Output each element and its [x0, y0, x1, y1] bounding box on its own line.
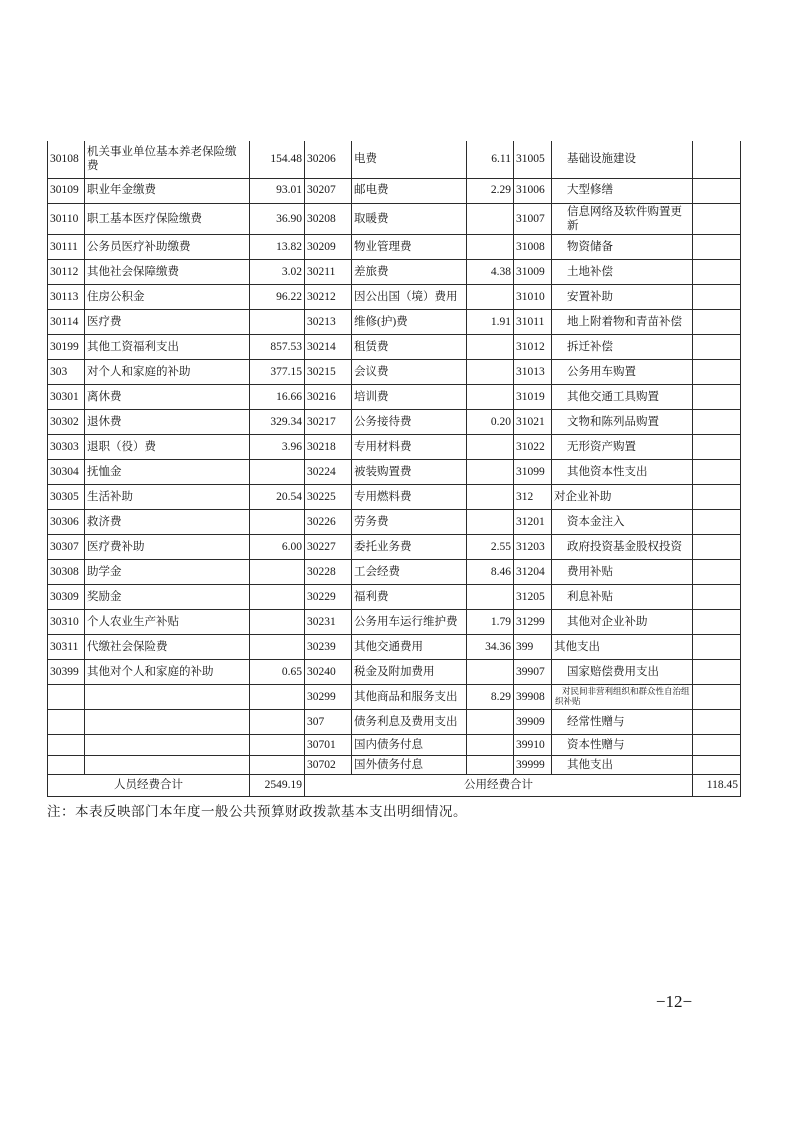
- personnel-total-label: 人员经费合计: [48, 774, 250, 796]
- name-cell: 工会经费: [352, 559, 467, 584]
- amount-cell: 4.38: [467, 259, 514, 284]
- amount-cell: [693, 509, 741, 534]
- name-cell: 救济费: [85, 509, 250, 534]
- amount-cell: 8.29: [467, 684, 514, 709]
- code-cell: 30109: [48, 178, 85, 203]
- amount-cell: 6.11: [467, 141, 514, 178]
- table-row: [48, 384, 741, 409]
- code-cell: 30306: [48, 509, 85, 534]
- table-row: [48, 141, 741, 178]
- code-cell: 30111: [48, 234, 85, 259]
- code-cell: 30226: [305, 509, 352, 534]
- code-cell: 30231: [305, 609, 352, 634]
- amount-cell: 8.46: [467, 559, 514, 584]
- code-cell: 31099: [514, 459, 552, 484]
- code-cell: 30211: [305, 259, 352, 284]
- code-cell: 30305: [48, 484, 85, 509]
- amount-cell: [250, 309, 305, 334]
- table-note: 注：本表反映部门本年度一般公共预算财政拨款基本支出明细情况。: [47, 804, 467, 819]
- code-cell: 30240: [305, 659, 352, 684]
- name-cell: 个人农业生产补贴: [85, 609, 250, 634]
- name-cell: 退职（役）费: [85, 434, 250, 459]
- amount-cell: [467, 484, 514, 509]
- code-cell: 30213: [305, 309, 352, 334]
- code-cell: 30214: [305, 334, 352, 359]
- amount-cell: 16.66: [250, 384, 305, 409]
- amount-cell: [250, 459, 305, 484]
- amount-cell: 96.22: [250, 284, 305, 309]
- name-cell: 国家赔偿费用支出: [552, 659, 693, 684]
- code-cell: 31008: [514, 234, 552, 259]
- basic-expenditure-detail-table: [47, 141, 741, 797]
- name-cell: 会议费: [352, 359, 467, 384]
- public-total-value: 118.45: [693, 774, 741, 796]
- name-cell: 租赁费: [352, 334, 467, 359]
- amount-cell: 36.90: [250, 203, 305, 234]
- name-cell: 抚恤金: [85, 459, 250, 484]
- table-row: [48, 178, 741, 203]
- amount-cell: [250, 509, 305, 534]
- totals-row: [48, 774, 741, 796]
- code-cell: 31005: [514, 141, 552, 178]
- code-cell: 30701: [305, 734, 352, 755]
- amount-cell: [250, 755, 305, 774]
- amount-cell: [693, 284, 741, 309]
- name-cell: 电费: [352, 141, 467, 178]
- name-cell: 其他工资福利支出: [85, 334, 250, 359]
- code-cell: 30113: [48, 284, 85, 309]
- code-cell: 30225: [305, 484, 352, 509]
- code-cell: 30304: [48, 459, 85, 484]
- code-cell: 30199: [48, 334, 85, 359]
- amount-cell: 20.54: [250, 484, 305, 509]
- name-cell: 职业年金缴费: [85, 178, 250, 203]
- name-cell: 国内债务付息: [352, 734, 467, 755]
- name-cell: 维修(护)费: [352, 309, 467, 334]
- code-cell: 30239: [305, 634, 352, 659]
- table-row: [48, 509, 741, 534]
- amount-cell: [693, 234, 741, 259]
- code-cell: 30218: [305, 434, 352, 459]
- amount-cell: [693, 755, 741, 774]
- code-cell: 30702: [305, 755, 352, 774]
- name-cell: 对民间非营利组织和群众性自治组织补贴: [552, 684, 693, 709]
- amount-cell: [467, 203, 514, 234]
- amount-cell: [467, 584, 514, 609]
- code-cell: 31203: [514, 534, 552, 559]
- amount-cell: [250, 684, 305, 709]
- table-row: [48, 234, 741, 259]
- table-row: [48, 459, 741, 484]
- amount-cell: [693, 259, 741, 284]
- code-cell: 30310: [48, 609, 85, 634]
- code-cell: 30303: [48, 434, 85, 459]
- code-cell: 30228: [305, 559, 352, 584]
- name-cell: 退休费: [85, 409, 250, 434]
- table-row: [48, 634, 741, 659]
- code-cell: 39909: [514, 709, 552, 734]
- table-row: [48, 709, 741, 734]
- name-cell: 因公出国（境）费用: [352, 284, 467, 309]
- amount-cell: [467, 459, 514, 484]
- code-cell: 31013: [514, 359, 552, 384]
- code-cell: 303: [48, 359, 85, 384]
- amount-cell: [467, 709, 514, 734]
- code-cell: 31204: [514, 559, 552, 584]
- code-cell: 39910: [514, 734, 552, 755]
- name-cell: 政府投资基金股权投资: [552, 534, 693, 559]
- code-cell: 307: [305, 709, 352, 734]
- amount-cell: 154.48: [250, 141, 305, 178]
- amount-cell: [250, 634, 305, 659]
- code-cell: 31201: [514, 509, 552, 534]
- amount-cell: [693, 141, 741, 178]
- code-cell: 312: [514, 484, 552, 509]
- code-cell: 30309: [48, 584, 85, 609]
- name-cell: 其他社会保障缴费: [85, 259, 250, 284]
- name-cell: 拆迁补偿: [552, 334, 693, 359]
- name-cell: 土地补偿: [552, 259, 693, 284]
- amount-cell: [693, 609, 741, 634]
- amount-cell: [693, 203, 741, 234]
- code-cell: 30208: [305, 203, 352, 234]
- name-cell: 生活补助: [85, 484, 250, 509]
- name-cell: 离休费: [85, 384, 250, 409]
- personnel-total-value: 2549.19: [250, 774, 305, 796]
- name-cell: 培训费: [352, 384, 467, 409]
- name-cell: 文物和陈列品购置: [552, 409, 693, 434]
- name-cell: 被装购置费: [352, 459, 467, 484]
- name-cell: 信息网络及软件购置更新: [552, 203, 693, 234]
- name-cell: 公务员医疗补助缴费: [85, 234, 250, 259]
- amount-cell: 0.20: [467, 409, 514, 434]
- table-row: [48, 334, 741, 359]
- name-cell: 代缴社会保险费: [85, 634, 250, 659]
- amount-cell: 329.34: [250, 409, 305, 434]
- name-cell: 国外债务付息: [352, 755, 467, 774]
- name-cell: 其他对企业补助: [552, 609, 693, 634]
- amount-cell: [693, 334, 741, 359]
- code-cell: 39999: [514, 755, 552, 774]
- name-cell: 医疗费补助: [85, 534, 250, 559]
- table-row: [48, 734, 741, 755]
- amount-cell: [693, 434, 741, 459]
- amount-cell: [693, 534, 741, 559]
- code-cell: 30307: [48, 534, 85, 559]
- code-cell: 30299: [305, 684, 352, 709]
- code-cell: 31019: [514, 384, 552, 409]
- code-cell: 39907: [514, 659, 552, 684]
- code-cell: 30308: [48, 559, 85, 584]
- name-cell: [85, 755, 250, 774]
- code-cell: 30217: [305, 409, 352, 434]
- amount-cell: 13.82: [250, 234, 305, 259]
- name-cell: 其他支出: [552, 634, 693, 659]
- table-row: [48, 284, 741, 309]
- name-cell: 基础设施建设: [552, 141, 693, 178]
- amount-cell: 34.36: [467, 634, 514, 659]
- code-cell: 31010: [514, 284, 552, 309]
- table-row: [48, 434, 741, 459]
- code-cell: 30212: [305, 284, 352, 309]
- name-cell: 物业管理费: [352, 234, 467, 259]
- code-cell: 31012: [514, 334, 552, 359]
- name-cell: 资本金注入: [552, 509, 693, 534]
- amount-cell: [250, 559, 305, 584]
- amount-cell: [693, 409, 741, 434]
- name-cell: 助学金: [85, 559, 250, 584]
- name-cell: 大型修缮: [552, 178, 693, 203]
- name-cell: [85, 734, 250, 755]
- table-row: [48, 534, 741, 559]
- table-row: [48, 203, 741, 234]
- name-cell: 差旅费: [352, 259, 467, 284]
- table-row: [48, 559, 741, 584]
- name-cell: 医疗费: [85, 309, 250, 334]
- amount-cell: 0.65: [250, 659, 305, 684]
- name-cell: 奖励金: [85, 584, 250, 609]
- amount-cell: 93.01: [250, 178, 305, 203]
- table-row: [48, 684, 741, 709]
- name-cell: 利息补贴: [552, 584, 693, 609]
- amount-cell: [693, 359, 741, 384]
- code-cell: 30114: [48, 309, 85, 334]
- table-row: [48, 259, 741, 284]
- name-cell: 地上附着物和青苗补偿: [552, 309, 693, 334]
- code-cell: 31007: [514, 203, 552, 234]
- code-cell: 31006: [514, 178, 552, 203]
- name-cell: 经常性赠与: [552, 709, 693, 734]
- amount-cell: [467, 284, 514, 309]
- amount-cell: 2.29: [467, 178, 514, 203]
- code-cell: 30206: [305, 141, 352, 178]
- code-cell: 30108: [48, 141, 85, 178]
- amount-cell: [467, 509, 514, 534]
- name-cell: 税金及附加费用: [352, 659, 467, 684]
- table-row: [48, 584, 741, 609]
- name-cell: 其他交通费用: [352, 634, 467, 659]
- code-cell: [48, 755, 85, 774]
- name-cell: 对个人和家庭的补助: [85, 359, 250, 384]
- name-cell: 专用燃料费: [352, 484, 467, 509]
- amount-cell: [693, 684, 741, 709]
- name-cell: 取暖费: [352, 203, 467, 234]
- name-cell: 职工基本医疗保险缴费: [85, 203, 250, 234]
- code-cell: 30216: [305, 384, 352, 409]
- amount-cell: 3.02: [250, 259, 305, 284]
- code-cell: 30209: [305, 234, 352, 259]
- name-cell: 费用补贴: [552, 559, 693, 584]
- amount-cell: [693, 559, 741, 584]
- table-row: [48, 309, 741, 334]
- table-row: [48, 755, 741, 774]
- amount-cell: 3.96: [250, 434, 305, 459]
- name-cell: 其他资本性支出: [552, 459, 693, 484]
- name-cell: 福利费: [352, 584, 467, 609]
- amount-cell: [467, 434, 514, 459]
- name-cell: 其他对个人和家庭的补助: [85, 659, 250, 684]
- code-cell: 31021: [514, 409, 552, 434]
- name-cell: 住房公积金: [85, 284, 250, 309]
- amount-cell: [467, 359, 514, 384]
- amount-cell: [693, 634, 741, 659]
- code-cell: [48, 734, 85, 755]
- code-cell: 31009: [514, 259, 552, 284]
- code-cell: 30215: [305, 359, 352, 384]
- name-cell: 劳务费: [352, 509, 467, 534]
- name-cell: 公务接待费: [352, 409, 467, 434]
- name-cell: 公务用车购置: [552, 359, 693, 384]
- name-cell: 公务用车运行维护费: [352, 609, 467, 634]
- code-cell: 30112: [48, 259, 85, 284]
- code-cell: [48, 709, 85, 734]
- name-cell: 委托业务费: [352, 534, 467, 559]
- name-cell: 机关事业单位基本养老保险缴费: [85, 141, 250, 178]
- amount-cell: [693, 659, 741, 684]
- table-row: [48, 659, 741, 684]
- code-cell: 30301: [48, 384, 85, 409]
- name-cell: 其他交通工具购置: [552, 384, 693, 409]
- name-cell: 无形资产购置: [552, 434, 693, 459]
- name-cell: 专用材料费: [352, 434, 467, 459]
- table-row: [48, 609, 741, 634]
- amount-cell: [467, 755, 514, 774]
- amount-cell: 1.79: [467, 609, 514, 634]
- amount-cell: [467, 384, 514, 409]
- code-cell: 31022: [514, 434, 552, 459]
- table-row: [48, 359, 741, 384]
- code-cell: [48, 684, 85, 709]
- name-cell: 其他商品和服务支出: [352, 684, 467, 709]
- code-cell: 399: [514, 634, 552, 659]
- name-cell: 对企业补助: [552, 484, 693, 509]
- table-row: [48, 484, 741, 509]
- code-cell: 30399: [48, 659, 85, 684]
- amount-cell: [250, 709, 305, 734]
- name-cell: 物资储备: [552, 234, 693, 259]
- amount-cell: [250, 584, 305, 609]
- name-cell: 资本性赠与: [552, 734, 693, 755]
- amount-cell: 377.15: [250, 359, 305, 384]
- amount-cell: 6.00: [250, 534, 305, 559]
- amount-cell: [693, 459, 741, 484]
- code-cell: 30302: [48, 409, 85, 434]
- amount-cell: [693, 709, 741, 734]
- amount-cell: [693, 384, 741, 409]
- name-cell: 邮电费: [352, 178, 467, 203]
- amount-cell: [467, 334, 514, 359]
- public-total-label: 公用经费合计: [305, 774, 693, 796]
- name-cell: 其他支出: [552, 755, 693, 774]
- amount-cell: [467, 659, 514, 684]
- amount-cell: [693, 178, 741, 203]
- page-number: −12−: [655, 992, 693, 1011]
- amount-cell: 1.91: [467, 309, 514, 334]
- name-cell: [85, 709, 250, 734]
- amount-cell: [693, 484, 741, 509]
- code-cell: 30227: [305, 534, 352, 559]
- code-cell: 39908: [514, 684, 552, 709]
- code-cell: 30311: [48, 634, 85, 659]
- amount-cell: [467, 234, 514, 259]
- code-cell: 30207: [305, 178, 352, 203]
- code-cell: 31205: [514, 584, 552, 609]
- table-row: [48, 409, 741, 434]
- code-cell: 30229: [305, 584, 352, 609]
- amount-cell: [250, 609, 305, 634]
- code-cell: 30110: [48, 203, 85, 234]
- amount-cell: [693, 734, 741, 755]
- name-cell: [85, 684, 250, 709]
- amount-cell: 2.55: [467, 534, 514, 559]
- amount-cell: [693, 584, 741, 609]
- amount-cell: 857.53: [250, 334, 305, 359]
- name-cell: 债务利息及费用支出: [352, 709, 467, 734]
- amount-cell: [250, 734, 305, 755]
- code-cell: 31299: [514, 609, 552, 634]
- name-cell: 安置补助: [552, 284, 693, 309]
- code-cell: 31011: [514, 309, 552, 334]
- amount-cell: [693, 309, 741, 334]
- amount-cell: [467, 734, 514, 755]
- code-cell: 30224: [305, 459, 352, 484]
